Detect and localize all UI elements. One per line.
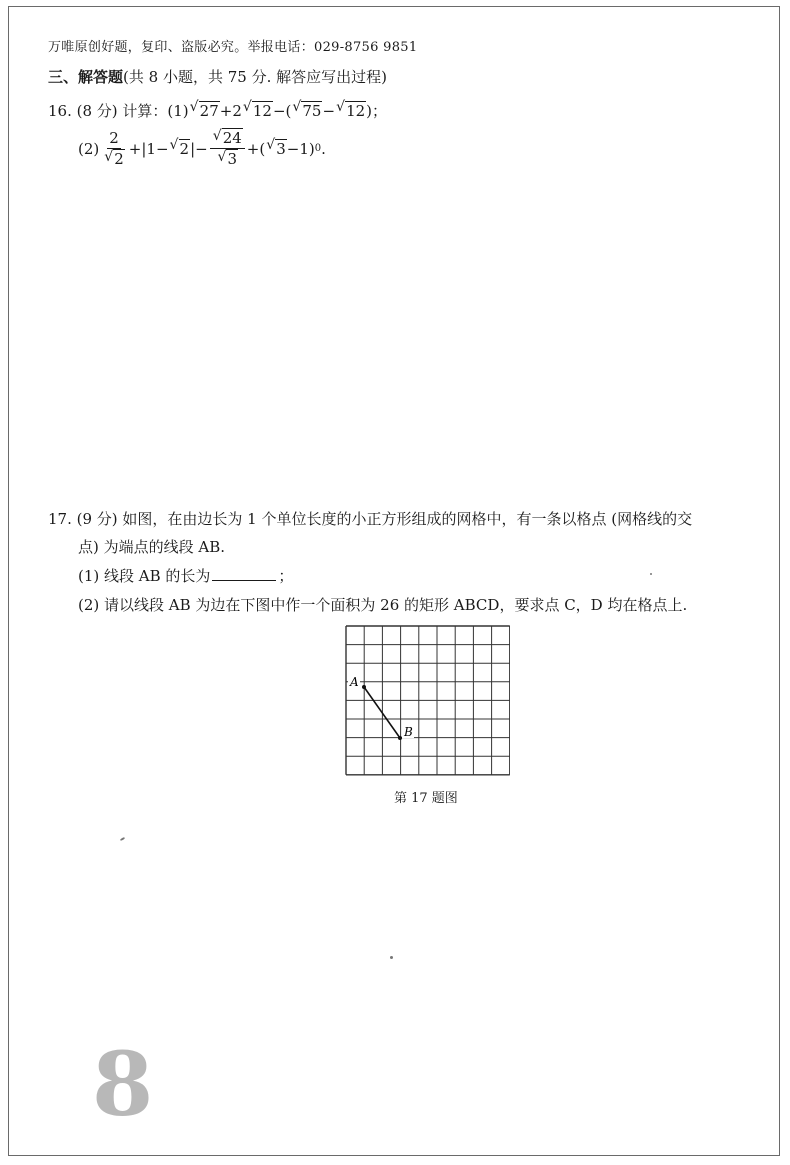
q17-part1-end: ； <box>278 567 294 585</box>
q17-line1: 17. (9 分) 如图，在由边长为 1 个单位长度的小正方形组成的网格中，有一条以格点 (网格线的交 <box>48 510 693 528</box>
section-title: 三、解答题 <box>48 68 124 86</box>
q16-end: +( <box>246 139 266 158</box>
figure-caption: 第 17 题图 <box>394 791 458 806</box>
scan-speck <box>390 956 393 959</box>
q16-exponent: 0 <box>314 143 322 154</box>
q16-prefix: 16. (8 分) 计算：(1) <box>48 102 189 120</box>
copyright-header: 万唯原创好题，复印、盗版必究。举报电话：029-8756 9851 <box>48 40 418 55</box>
radical-2: √ 2 <box>179 139 191 158</box>
q16-op1: +2 <box>219 101 242 120</box>
q16-op2: −( <box>272 101 292 120</box>
q16-tail: )； <box>366 102 388 120</box>
point-a <box>362 685 366 689</box>
radical-12: √ 12 <box>252 101 273 120</box>
q17-part1-text: (1) 线段 AB 的长为 <box>78 567 211 585</box>
fraction-2-over-root2: 2 √ 2 <box>101 128 127 169</box>
q16-p2-prefix: (2) <box>78 139 100 158</box>
label-b: B <box>404 725 413 739</box>
question-16-part1 <box>48 100 387 121</box>
section-desc: (共 8 小题，共 75 分. 解答应写出过程) <box>123 68 387 86</box>
section-heading <box>48 66 387 87</box>
grid-figure <box>345 625 510 777</box>
label-a: A <box>350 675 359 689</box>
q16-dot: . <box>321 139 326 158</box>
fraction-root24-over-root3: √ 24 √ 3 <box>210 128 245 169</box>
question-16-part2 <box>78 128 326 169</box>
radical-12b: √ 12 <box>345 101 366 120</box>
point-b <box>398 736 402 740</box>
q16-abs-close: |− <box>190 139 208 158</box>
q16-mid: +|1− <box>128 139 169 158</box>
scan-speck <box>650 573 652 575</box>
q17-part2: (2) 请以线段 AB 为边在下图中作一个面积为 26 的矩形 ABCD，要求点 C，D 均在格点上. <box>78 596 688 614</box>
answer-blank[interactable] <box>212 566 276 581</box>
radical-75: √ 75 <box>301 101 322 120</box>
q16-end2: −1) <box>286 139 315 158</box>
q16-op3: − <box>322 101 336 120</box>
page-number: 8 <box>92 1032 154 1136</box>
q17-line2: 点) 为端点的线段 AB. <box>78 538 226 556</box>
radical-27: √ 27 <box>199 101 220 120</box>
radical-3: √ 3 <box>275 139 287 158</box>
q17-part1 <box>78 565 293 586</box>
